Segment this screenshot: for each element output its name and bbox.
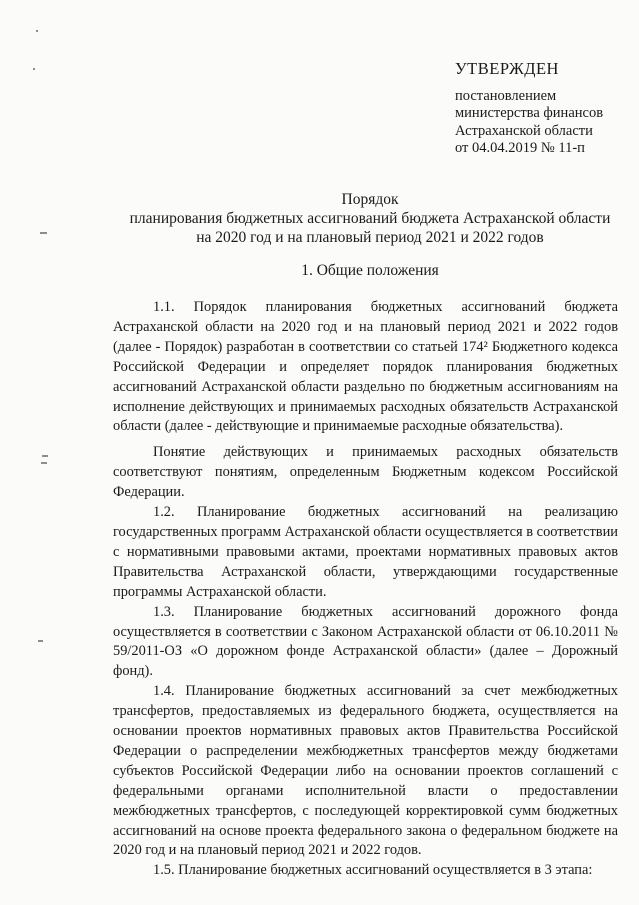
document-body xyxy=(113,288,618,881)
scan-speck xyxy=(33,68,35,70)
scan-speck xyxy=(41,462,47,464)
title-line: Порядок xyxy=(341,191,399,208)
approval-line: министерства финансов xyxy=(455,105,604,121)
title-line: планирования бюджетных ассигнований бюджета Астраханской области xyxy=(129,210,611,227)
title-line: на 2020 год и на плановый период 2021 и 2022 годов xyxy=(196,229,544,246)
document-title xyxy=(100,190,639,247)
scan-speck xyxy=(36,30,38,32)
approval-line: Астраханской области xyxy=(455,122,593,139)
paragraph: Понятие действующих и принимаемых расходных обязательств соответствуют понятиям, определенным Бюджетным кодексом Российской Федерации. xyxy=(113,444,618,501)
section-heading: 1. Общие положения xyxy=(301,262,439,279)
approval-line: постановлением xyxy=(455,87,557,104)
paragraph: 1.1. Порядок планирования бюджетных ассигнований бюджета Астраханской области на 2020 год и на плановый период 2021 и 2022 годов (далее - Порядок) разработан в соответствии со статьей 174² Бюджетного кодекса Российской Федерации и определяет порядок планирования бюджетных ассигнований Астраханской области раздельно по бюджетным ассигнованиям на исполнение действующих и принимаемых расходных обязательств Астраханской области (далее - действующие и принимаемые расходные обязательства). xyxy=(113,299,618,435)
paragraph: 1.5. Планирование бюджетных ассигнований осуществляется в 3 этапа: xyxy=(153,862,593,879)
paragraph: 1.4. Планирование бюджетных ассигнований за счет межбюджетных трансфертов, предоставляемых из федерального бюджета, осуществляется на основании проектов нормативных правовых актов Правительства Российской Федерации о распределении межбюджетных трансфертов между бюджетами субъектов Российской Федерации либо на основании проектов соглашений с федеральными органами исполнительной власти о предоставлении межбюджетных трансфертов, с последующей корректировкой сумм бюджетных ассигнований на основе проекта федерального закона о федеральном бюджете на 2020 год и на плановый период 2021 и 2022 годов. xyxy=(113,683,618,859)
scan-speck xyxy=(40,232,47,234)
scan-speck xyxy=(38,640,43,642)
approval-block xyxy=(455,60,635,158)
scan-speck xyxy=(42,455,48,457)
paragraph: 1.2. Планирование бюджетных ассигнований на реализацию государственных программ Астраханской области осуществляется в соответствии с нормативными правовыми актами, проектами нормативных правовых актов Правительства Астраханской области, утверждающими государственные программы Астраханской области. xyxy=(113,504,618,600)
approval-line: от 04.04.2019 № 11-п xyxy=(455,140,585,156)
approval-heading: УТВЕРЖДЕН xyxy=(455,59,559,78)
paragraph: 1.3. Планирование бюджетных ассигнований дорожного фонда осуществляется в соответствии с Законом Астраханской области от 06.10.2011 № 59/2011-ОЗ «О дорожном фонде Астраханской области» (далее – Дорожный фонд). xyxy=(113,603,618,680)
